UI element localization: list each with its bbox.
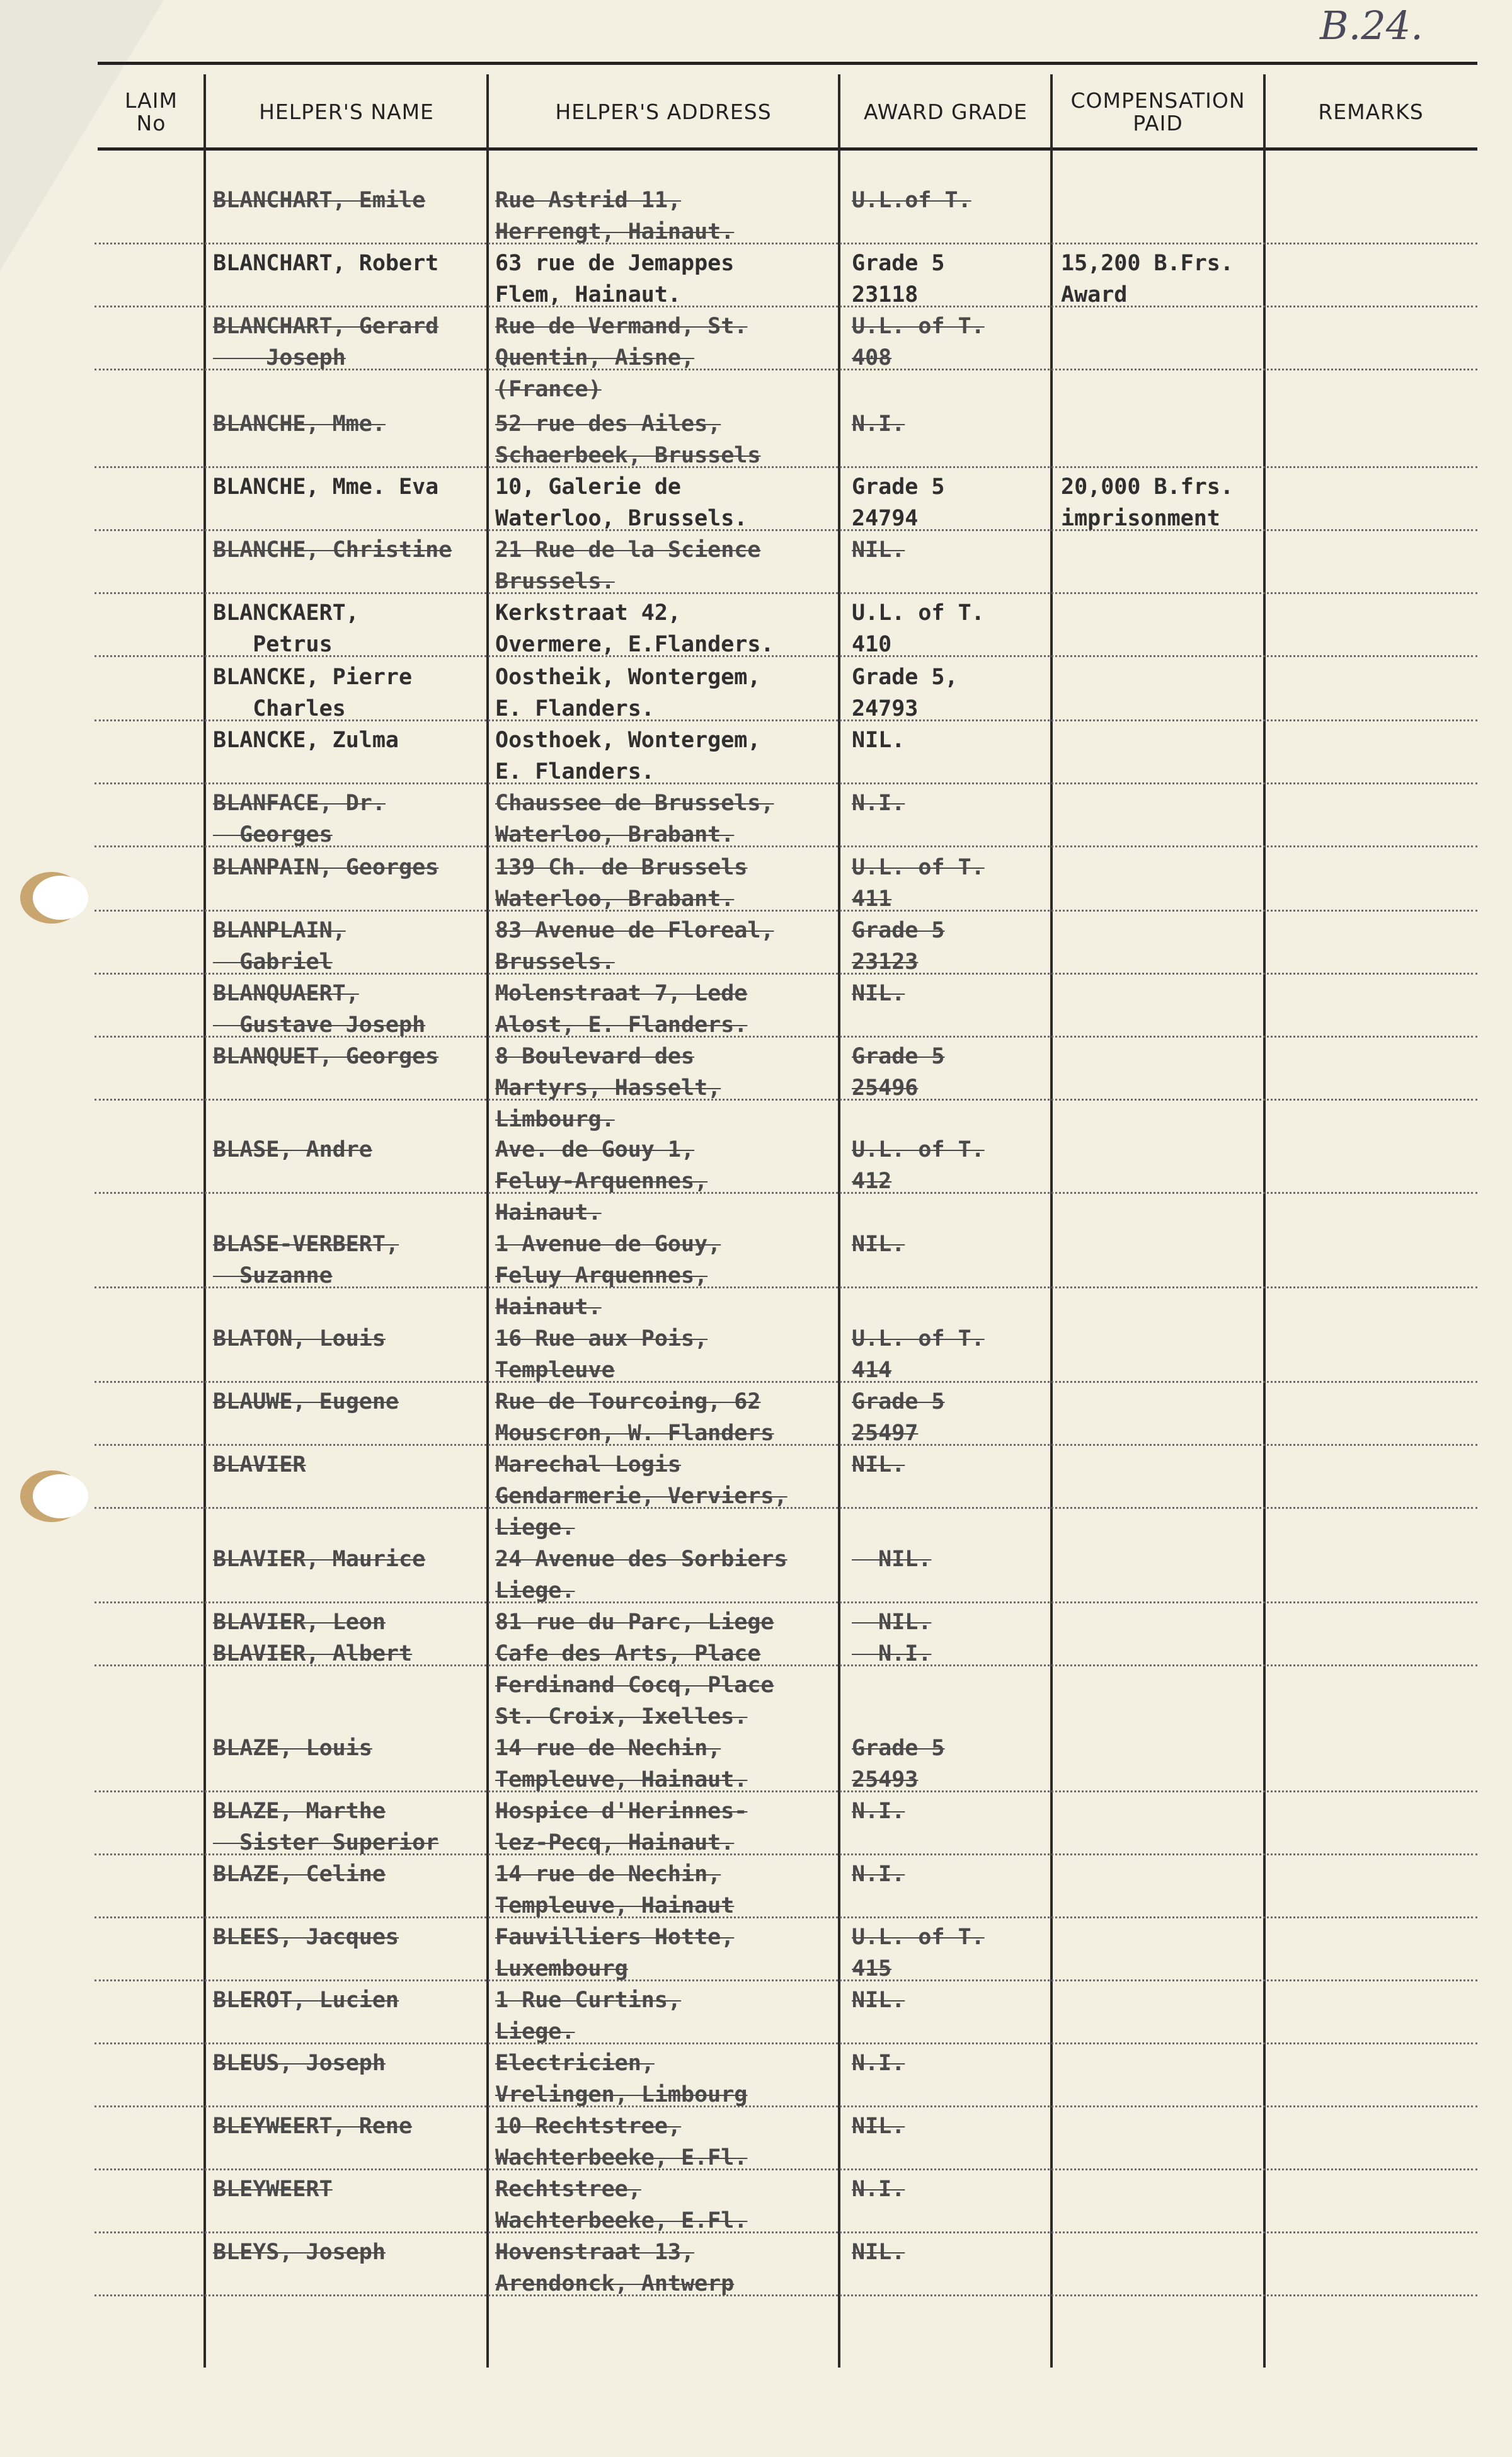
table-row <box>0 1323 1512 1386</box>
helper-name-cell: BLAUWE, Eugene <box>213 1389 399 1414</box>
table-row <box>0 1922 1512 1984</box>
helper-name-cell: BLAVIER, Maurice <box>213 1547 426 1572</box>
table-row <box>0 1796 1512 1858</box>
helper-address-cell: 16 Rue aux Pois, Templeuve <box>495 1326 708 1383</box>
award-grade-cell: NIL. <box>852 2240 905 2265</box>
table-row <box>0 915 1512 978</box>
award-grade-cell: NIL. <box>852 728 905 753</box>
award-grade-cell: Grade 5 23118 <box>852 251 945 307</box>
helper-name-cell: BLEROT, Lucien <box>213 1988 399 2013</box>
helper-address-cell: 14 rue de Nechin, Templeuve, Hainaut <box>495 1862 735 1918</box>
helper-address-cell: 21 Rue de la Science Brussels. <box>495 537 761 594</box>
helper-address-cell: 24 Avenue des Sorbiers Liege. <box>495 1547 788 1603</box>
award-grade-cell: NIL. <box>852 537 905 563</box>
helper-name-cell: BLANCHE, Mme. <box>213 411 386 437</box>
award-grade-cell: N.I. <box>852 2177 905 2202</box>
helper-address-cell: Oosthoek, Wontergem, E. Flanders. <box>495 728 761 784</box>
award-grade-cell: Grade 5 25497 <box>852 1389 945 1446</box>
helper-name-cell: BLANFACE, Dr. Georges <box>213 791 386 847</box>
table-row <box>0 2048 1512 2110</box>
award-grade-cell: U.L. of T. 415 <box>852 1925 985 1981</box>
award-grade-cell: U.L. of T. 410 <box>852 600 985 657</box>
header-helper-name: HELPER'S NAME <box>259 99 434 124</box>
helper-address-cell: Fauvilliers Hotte, Luxembourg <box>495 1925 735 1981</box>
helper-address-cell: 10, Galerie de Waterloo, Brussels. <box>495 474 748 531</box>
helper-name-cell: BLANQUET, Georges <box>213 1044 439 1069</box>
helper-name-cell: BLANCKE, Zulma <box>213 728 399 753</box>
helper-address-cell: 52 rue des Ailes, Schaerbeek, Brussels <box>495 411 761 468</box>
table-row <box>0 534 1512 597</box>
award-grade-cell: NIL. <box>852 1547 932 1572</box>
table-row <box>0 2110 1512 2174</box>
helper-name-cell: BLANCKAERT, Petrus <box>213 600 359 657</box>
header-helper-address: HELPER'S ADDRESS <box>555 99 772 124</box>
award-grade-cell: NIL. <box>852 1452 905 1477</box>
helper-name-cell: BLAZE, Louis <box>213 1736 372 1761</box>
header-remarks: REMARKS <box>1318 99 1424 124</box>
award-grade-cell: N.I. <box>852 1799 905 1824</box>
helper-address-cell: Marechal Logis Gendarmerie, Verviers, Liege. <box>495 1452 788 1540</box>
table-row <box>0 978 1512 1041</box>
helper-name-cell: BLANCHART, Emile <box>213 188 426 213</box>
helper-name-cell: BLAZE, Marthe Sister Superior <box>213 1799 439 1855</box>
helper-name-cell: BLANCHE, Mme. Eva <box>213 474 439 500</box>
table-row <box>0 788 1512 850</box>
helper-name-cell: BLAVIER, Leon BLAVIER, Albert <box>213 1610 413 1666</box>
helper-address-cell: Electricien, Vrelingen, Limbourg <box>495 2051 748 2107</box>
award-grade-cell: U.L. of T. 411 <box>852 855 985 912</box>
table-row <box>0 1386 1512 1449</box>
helper-address-cell: 81 rue du Parc, Liege Cafe des Arts, Place Ferdinand Cocq, Place St. Croix, Ixelles. <box>495 1610 774 1729</box>
helper-address-cell: Molenstraat 7, Lede Alost, E. Flanders. <box>495 981 748 1038</box>
compensation-cell: 20,000 B.frs. imprisonment <box>1061 474 1234 531</box>
table-row <box>0 1449 1512 1544</box>
helper-name-cell: BLANPAIN, Georges <box>213 855 439 880</box>
table-row <box>0 724 1512 788</box>
helper-address-cell: Oostheik, Wontergem, E. Flanders. <box>495 665 761 721</box>
table-row <box>0 1134 1512 1228</box>
header-award-grade: AWARD GRADE <box>864 99 1028 124</box>
table-row <box>0 248 1512 311</box>
helper-name-cell: BLASE-VERBERT, Suzanne <box>213 1232 399 1288</box>
award-grade-cell: U.L. of T. 408 <box>852 314 985 370</box>
table-row <box>0 1858 1512 1922</box>
helper-name-cell: BLANCHART, Gerard Joseph <box>213 314 439 370</box>
helper-address-cell: 10 Rechtstree, Wachterbeeke, E.Fl. <box>495 2114 748 2170</box>
helper-name-cell: BLEUS, Joseph <box>213 2051 386 2076</box>
table-row <box>0 311 1512 405</box>
award-grade-cell: N.I. <box>852 1862 905 1887</box>
helper-address-cell: 83 Avenue de Floreal, Brussels. <box>495 918 774 975</box>
table-row <box>0 408 1512 471</box>
award-grade-cell: N.I. <box>852 411 905 437</box>
table-row <box>0 1544 1512 1606</box>
table-row <box>0 852 1512 915</box>
award-grade-cell: NIL. <box>852 981 905 1006</box>
table-row <box>0 1606 1512 1732</box>
table-row <box>0 471 1512 534</box>
helper-name-cell: BLEES, Jacques <box>213 1925 399 1950</box>
award-grade-cell: Grade 5 25493 <box>852 1736 945 1792</box>
helper-address-cell: Rechtstree, Wachterbeeke, E.Fl. <box>495 2177 748 2233</box>
compensation-cell: 15,200 B.Frs. Award <box>1061 251 1234 307</box>
helper-name-cell: BLANCKE, Pierre Charles <box>213 665 413 721</box>
table-row <box>0 1041 1512 1135</box>
helper-address-cell: 14 rue de Nechin, Templeuve, Hainaut. <box>495 1736 748 1792</box>
award-grade-cell: N.I. <box>852 2051 905 2076</box>
helper-name-cell: BLATON, Louis <box>213 1326 386 1351</box>
award-grade-cell: Grade 5 23123 <box>852 918 945 975</box>
helper-address-cell: 139 Ch. de Brussels Waterloo, Brabant. <box>495 855 748 912</box>
helper-address-cell: 1 Rue Curtins, Liege. <box>495 1988 682 2044</box>
header-compensation-paid: COMPENSATION PAID <box>1070 88 1246 135</box>
award-grade-cell: NIL. <box>852 1988 905 2013</box>
helper-name-cell: BLEYWEERT <box>213 2177 333 2202</box>
table-row <box>0 662 1512 724</box>
table-row <box>0 185 1512 248</box>
helper-address-cell: Chaussee de Brussels, Waterloo, Brabant. <box>495 791 774 847</box>
helper-address-cell: Hovenstraat 13, Arendonck, Antwerp <box>495 2240 735 2296</box>
helper-name-cell: BLAVIER <box>213 1452 306 1477</box>
helper-address-cell: Ave. de Gouy 1, Feluy-Arquennes, Hainaut. <box>495 1137 708 1225</box>
helper-name-cell: BLEYWEERT, Rene <box>213 2114 413 2139</box>
helper-address-cell: 63 rue de Jemappes Flem, Hainaut. <box>495 251 735 307</box>
helper-address-cell: Rue de Tourcoing, 62 Mouscron, W. Flanders <box>495 1389 774 1446</box>
helper-name-cell: BLANQUAERT, Gustave Joseph <box>213 981 426 1038</box>
award-grade-cell: NIL. <box>852 2114 905 2139</box>
award-grade-cell: NIL. <box>852 1232 905 1257</box>
table-row <box>0 2174 1512 2236</box>
award-grade-cell: Grade 5 24794 <box>852 474 945 531</box>
helper-name-cell: BLANCHE, Christine <box>213 537 452 563</box>
helper-name-cell: BLANPLAIN, Gabriel <box>213 918 346 975</box>
helper-name-cell: BLAZE, Celine <box>213 1862 386 1887</box>
helper-name-cell: BLANCHART, Robert <box>213 251 439 276</box>
helper-address-cell: Rue de Vermand, St. Quentin, Aisne, (France) <box>495 314 748 402</box>
helper-address-cell: Hospice d'Herinnes- lez-Pecq, Hainaut. <box>495 1799 748 1855</box>
award-grade-cell: Grade 5, 24793 <box>852 665 958 721</box>
table-row <box>0 2236 1512 2300</box>
helper-address-cell: 8 Boulevard des Martyrs, Hasselt, Limbourg. <box>495 1044 721 1132</box>
helper-address-cell: Kerkstraat 42, Overmere, E.Flanders. <box>495 600 774 657</box>
helper-name-cell: BLASE, Andre <box>213 1137 372 1162</box>
award-grade-cell: U.L. of T. 414 <box>852 1326 985 1383</box>
award-grade-cell: U.L.of T. <box>852 188 971 213</box>
table-row <box>0 1984 1512 2048</box>
header-claim-no: LAIM No <box>125 88 178 135</box>
award-grade-cell: NIL. N.I. <box>878 1610 932 1666</box>
table-row <box>0 1732 1512 1796</box>
table-row <box>0 597 1512 660</box>
award-grade-cell: N.I. <box>852 791 905 816</box>
helper-address-cell: Rue Astrid 11, Herrengt, Hainaut. <box>495 188 735 244</box>
helper-address-cell: 1 Avenue de Gouy, Feluy Arquennes, Hainaut. <box>495 1232 721 1320</box>
award-grade-cell: U.L. of T. 412 <box>852 1137 985 1194</box>
award-grade-cell: Grade 5 25496 <box>852 1044 945 1101</box>
helper-name-cell: BLEYS, Joseph <box>213 2240 386 2265</box>
reference-mark: B.24. <box>1320 3 1423 49</box>
table-row <box>0 1228 1512 1323</box>
